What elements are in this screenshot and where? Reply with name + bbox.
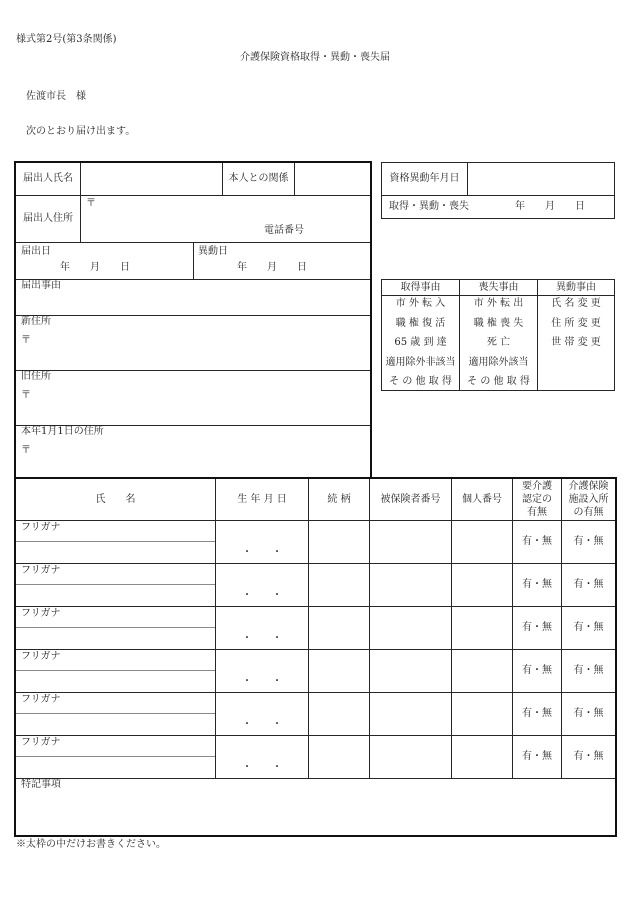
member-birth-date-cell bbox=[215, 606, 309, 650]
member-personal-number-cell bbox=[451, 735, 513, 779]
member-personal-number-cell bbox=[451, 649, 513, 693]
postal-mark: 〒 bbox=[21, 445, 31, 456]
member-personal-number-cell bbox=[451, 692, 513, 736]
member-row bbox=[15, 692, 616, 736]
member-relationship-cell bbox=[308, 649, 370, 693]
applicant-name-label: 届出人氏名 bbox=[15, 162, 81, 196]
old-address-label: 旧住所 bbox=[21, 371, 51, 382]
member-care-certification-cell bbox=[512, 606, 562, 650]
member-relationship-cell bbox=[308, 735, 370, 779]
furigana-divider bbox=[16, 541, 215, 542]
member-birth-date-cell bbox=[215, 520, 309, 564]
member-insured-number-cell bbox=[369, 563, 452, 607]
reason-item: 65 歳 到 達 bbox=[394, 337, 447, 348]
notification-reason-label: 届出事由 bbox=[21, 280, 61, 291]
member-personal-number-cell bbox=[451, 563, 513, 607]
postal-mark: 〒 bbox=[21, 390, 31, 401]
reason-item: 住 所 変 更 bbox=[551, 317, 601, 329]
relationship-header: 続 柄 bbox=[308, 478, 370, 521]
notification-date-field bbox=[15, 242, 194, 280]
change-date-format: 年 月 日 bbox=[237, 262, 307, 273]
member-name-cell bbox=[15, 735, 216, 779]
care-certification-header bbox=[512, 478, 562, 521]
member-care-certification-cell bbox=[512, 563, 562, 607]
loss-reason-header: 喪失事由 bbox=[459, 279, 538, 296]
reason-item: 適用除外非該当 bbox=[385, 356, 456, 368]
member-insured-number-cell bbox=[369, 649, 452, 693]
member-insured-number-cell bbox=[369, 735, 452, 779]
change-reason-column bbox=[537, 295, 615, 391]
member-facility-admission-cell bbox=[561, 606, 616, 650]
special-notes-field bbox=[15, 778, 616, 836]
reason-item: 市 外 転 出 bbox=[473, 298, 524, 309]
notification-date-format: 年 月 日 bbox=[60, 262, 130, 273]
member-name-cell bbox=[15, 563, 216, 607]
member-insured-number-cell bbox=[369, 692, 452, 736]
qualification-change-date-field bbox=[467, 162, 615, 196]
birth-date-separators: ・ ・ bbox=[242, 633, 282, 644]
facility-admission-header bbox=[561, 478, 616, 521]
change-reason-list bbox=[538, 294, 614, 353]
birth-date-header: 生 年 月 日 bbox=[215, 478, 309, 521]
birth-date-separators: ・ ・ bbox=[242, 676, 282, 687]
old-address-field bbox=[15, 370, 371, 426]
change-types: 取得・異動・喪失 bbox=[389, 201, 469, 212]
member-personal-number-cell bbox=[451, 606, 513, 650]
header-line: 要介護 bbox=[522, 481, 552, 492]
form-title: 介護保険資格取得・異動・喪失届 bbox=[240, 52, 390, 63]
change-date-field bbox=[193, 242, 371, 280]
reason-item: 職 権 復 活 bbox=[395, 317, 446, 329]
member-birth-date-cell bbox=[215, 563, 309, 607]
acquisition-reason-column bbox=[381, 295, 460, 391]
personal-number-header: 個人番号 bbox=[451, 478, 513, 521]
loss-reason-list bbox=[460, 294, 537, 392]
footer-note: ※太枠の中だけお書きください。 bbox=[16, 839, 166, 850]
phone-label: 電話番号 bbox=[264, 225, 304, 236]
applicant-name-field bbox=[80, 162, 223, 196]
member-row bbox=[15, 606, 616, 650]
member-relationship-cell bbox=[308, 606, 370, 650]
postal-mark: 〒 bbox=[86, 198, 96, 209]
header-line: 施設入所 bbox=[568, 494, 609, 505]
addressee: 佐渡市長 様 bbox=[26, 91, 86, 102]
form-number: 様式第2号(第3条関係) bbox=[16, 34, 117, 45]
acquisition-reason-header: 取得事由 bbox=[381, 279, 460, 296]
furigana-divider bbox=[16, 713, 215, 714]
member-care-certification-cell bbox=[512, 520, 562, 564]
furigana-label: フリガナ bbox=[21, 565, 61, 576]
insured-number-header: 被保険者番号 bbox=[369, 478, 452, 521]
member-relationship-cell bbox=[308, 520, 370, 564]
furigana-divider bbox=[16, 584, 215, 585]
facility-admission-choice: 有・無 bbox=[573, 579, 604, 590]
birth-date-separators: ・ ・ bbox=[242, 547, 282, 558]
facility-admission-choice: 有・無 bbox=[573, 751, 604, 762]
notification-date-label: 届出日 bbox=[21, 246, 51, 257]
header-line: 認定の bbox=[522, 494, 552, 505]
header-line: 介護保険 bbox=[568, 481, 609, 492]
member-care-certification-cell bbox=[512, 649, 562, 693]
applicant-address-field bbox=[80, 195, 371, 243]
facility-admission-choice: 有・無 bbox=[573, 665, 604, 676]
notification-reason-field bbox=[15, 279, 371, 316]
care-certification-choice: 有・無 bbox=[522, 708, 552, 719]
qualification-change-type-field bbox=[381, 195, 615, 219]
loss-reason-column bbox=[459, 295, 538, 391]
member-name-header: 氏 名 bbox=[15, 478, 216, 521]
special-notes-label: 特記事項 bbox=[21, 779, 61, 790]
member-relationship-cell bbox=[308, 563, 370, 607]
member-row bbox=[15, 735, 616, 779]
member-name-cell bbox=[15, 692, 216, 736]
care-certification-choice: 有・無 bbox=[522, 622, 552, 633]
relation-label: 本人との関係 bbox=[222, 162, 295, 196]
member-facility-admission-cell bbox=[561, 735, 616, 779]
member-relationship-cell bbox=[308, 692, 370, 736]
member-row bbox=[15, 563, 616, 607]
header-line: の有無 bbox=[573, 507, 604, 518]
applicant-address-label: 届出人住所 bbox=[15, 195, 81, 243]
member-care-certification-cell bbox=[512, 692, 562, 736]
reason-item: そ の 他 取 得 bbox=[389, 376, 452, 387]
header-line: 有無 bbox=[527, 507, 547, 518]
acquisition-reason-list bbox=[382, 294, 459, 392]
new-address-label: 新住所 bbox=[21, 316, 51, 327]
birth-date-separators: ・ ・ bbox=[242, 762, 282, 773]
change-reason-header: 異動事由 bbox=[537, 279, 615, 296]
member-row bbox=[15, 649, 616, 693]
jan1-address-field bbox=[15, 425, 371, 479]
relation-field bbox=[294, 162, 371, 196]
member-name-cell bbox=[15, 520, 216, 564]
furigana-label: フリガナ bbox=[21, 694, 61, 705]
change-date-label: 異動日 bbox=[198, 246, 228, 257]
reason-item: そ の 他 取 得 bbox=[467, 376, 530, 387]
furigana-divider bbox=[16, 670, 215, 671]
member-care-certification-cell bbox=[512, 735, 562, 779]
furigana-label: フリガナ bbox=[21, 651, 61, 662]
care-certification-choice: 有・無 bbox=[522, 536, 552, 547]
intro-text: 次のとおり届け出ます。 bbox=[26, 126, 136, 137]
new-address-field bbox=[15, 315, 371, 371]
furigana-label: フリガナ bbox=[21, 737, 61, 748]
facility-admission-choice: 有・無 bbox=[573, 622, 604, 633]
member-facility-admission-cell bbox=[561, 649, 616, 693]
facility-admission-choice: 有・無 bbox=[573, 708, 604, 719]
qualification-change-date-label: 資格異動年月日 bbox=[381, 162, 468, 196]
facility-admission-choice: 有・無 bbox=[573, 536, 604, 547]
qualification-change-date-format: 年 月 日 bbox=[515, 201, 585, 212]
furigana-label: フリガナ bbox=[21, 522, 61, 533]
member-facility-admission-cell bbox=[561, 563, 616, 607]
care-certification-choice: 有・無 bbox=[522, 751, 552, 762]
member-facility-admission-cell bbox=[561, 520, 616, 564]
furigana-divider bbox=[16, 756, 215, 757]
jan1-address-label: 本年1月1日の住所 bbox=[21, 426, 104, 437]
member-name-cell bbox=[15, 649, 216, 693]
member-name-cell bbox=[15, 606, 216, 650]
furigana-label: フリガナ bbox=[21, 608, 61, 619]
member-birth-date-cell bbox=[215, 735, 309, 779]
birth-date-separators: ・ ・ bbox=[242, 719, 282, 730]
reason-item: 職 権 喪 失 bbox=[473, 317, 524, 329]
member-personal-number-cell bbox=[451, 520, 513, 564]
care-certification-choice: 有・無 bbox=[522, 579, 552, 590]
member-birth-date-cell bbox=[215, 692, 309, 736]
furigana-divider bbox=[16, 627, 215, 628]
reason-item: 死 亡 bbox=[486, 337, 511, 348]
member-birth-date-cell bbox=[215, 649, 309, 693]
care-certification-choice: 有・無 bbox=[522, 665, 552, 676]
reason-item: 氏 名 変 更 bbox=[551, 298, 601, 309]
member-insured-number-cell bbox=[369, 520, 452, 564]
birth-date-separators: ・ ・ bbox=[242, 590, 282, 601]
reason-item: 適用除外該当 bbox=[468, 356, 529, 368]
member-row bbox=[15, 520, 616, 564]
reason-item: 世 帯 変 更 bbox=[551, 337, 601, 348]
member-insured-number-cell bbox=[369, 606, 452, 650]
member-facility-admission-cell bbox=[561, 692, 616, 736]
postal-mark: 〒 bbox=[21, 335, 31, 346]
reason-item: 市 外 転 入 bbox=[395, 298, 446, 309]
